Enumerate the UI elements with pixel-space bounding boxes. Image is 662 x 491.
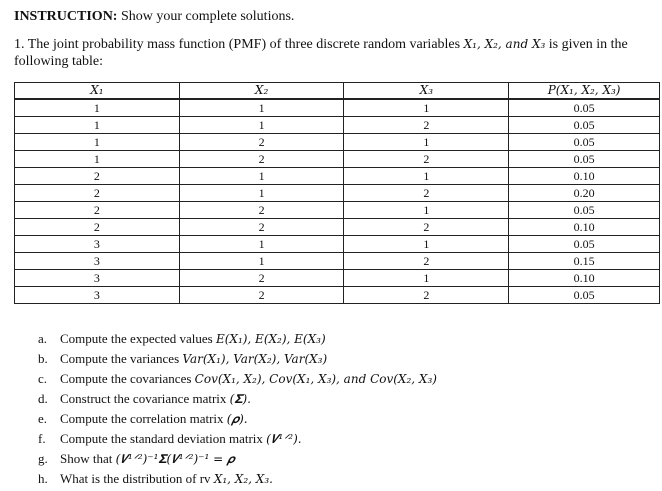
cell-x1: 3 [15, 287, 180, 304]
task-marker: f. [38, 431, 46, 446]
cell-x2: 2 [179, 134, 344, 151]
problem-statement [14, 36, 648, 70]
table-row [15, 168, 660, 185]
task-list [38, 329, 437, 489]
cell-probability: 0.05 [509, 202, 660, 219]
header-probability: P(X₁, X₂, X₃) [509, 83, 660, 100]
task-math: X₁, X₂, X₃. [213, 472, 273, 486]
cell-x1: 2 [15, 185, 180, 202]
list-item [38, 449, 437, 469]
table-row [15, 236, 660, 253]
cell-x2: 2 [179, 270, 344, 287]
task-math: (𝑽¹ᐟ²)⁻¹𝚺(𝑽¹ᐟ²)⁻¹ = 𝝆 [115, 452, 235, 466]
cell-x3: 1 [344, 99, 509, 117]
cell-x1: 1 [15, 117, 180, 134]
task-text: Compute the variances [60, 351, 183, 366]
task-marker: b. [38, 351, 48, 366]
cell-x3: 1 [344, 202, 509, 219]
cell-probability: 0.20 [509, 185, 660, 202]
cell-probability: 0.10 [509, 270, 660, 287]
table-body [15, 99, 660, 304]
table-row [15, 134, 660, 151]
table-row [15, 185, 660, 202]
table-row [15, 219, 660, 236]
cell-x3: 1 [344, 236, 509, 253]
cell-x2: 1 [179, 253, 344, 270]
problem-number: 1. [14, 37, 25, 52]
cell-probability: 0.05 [509, 134, 660, 151]
list-item [38, 369, 437, 389]
list-item [38, 389, 437, 409]
cell-probability: 0.05 [509, 236, 660, 253]
cell-probability: 0.10 [509, 219, 660, 236]
list-item [38, 329, 437, 349]
cell-x2: 2 [179, 151, 344, 168]
task-text: Compute the expected values [60, 331, 216, 346]
cell-x2: 1 [179, 99, 344, 117]
task-math: (𝚺). [229, 392, 251, 406]
cell-x3: 2 [344, 219, 509, 236]
cell-x3: 2 [344, 117, 509, 134]
cell-x1: 3 [15, 270, 180, 287]
cell-probability: 0.15 [509, 253, 660, 270]
cell-x2: 2 [179, 219, 344, 236]
cell-x3: 1 [344, 134, 509, 151]
problem-text-after: is given in the following table: [14, 37, 628, 69]
task-marker: e. [38, 411, 48, 426]
cell-x1: 2 [15, 219, 180, 236]
cell-x3: 2 [344, 253, 509, 270]
cell-x2: 2 [179, 202, 344, 219]
task-text: Compute the covariances [60, 371, 195, 386]
task-marker: a. [38, 331, 48, 346]
header-x3: X₃ [344, 83, 509, 100]
cell-probability: 0.05 [509, 99, 660, 117]
header-x1: X₁ [15, 83, 180, 100]
table-row [15, 270, 660, 287]
task-math: E(X₁), E(X₂), E(X₃) [215, 332, 326, 346]
cell-probability: 0.10 [509, 168, 660, 185]
pmf-table [14, 82, 660, 304]
cell-x3: 1 [344, 168, 509, 185]
list-item [38, 469, 437, 489]
task-marker: c. [38, 371, 48, 386]
cell-x1: 3 [15, 236, 180, 253]
cell-x2: 2 [179, 287, 344, 304]
task-marker: d. [38, 391, 48, 406]
task-text: Compute the correlation matrix [60, 411, 227, 426]
table-row [15, 287, 660, 304]
cell-x3: 2 [344, 287, 509, 304]
cell-x3: 1 [344, 270, 509, 287]
cell-x2: 1 [179, 185, 344, 202]
cell-probability: 0.05 [509, 287, 660, 304]
table-row [15, 151, 660, 168]
table-row [15, 253, 660, 270]
table-row [15, 202, 660, 219]
cell-x1: 2 [15, 202, 180, 219]
instruction-line [14, 8, 294, 25]
cell-x1: 1 [15, 134, 180, 151]
instruction-text: Show your complete solutions. [117, 9, 295, 24]
task-text: What is the distribution of rv [60, 471, 214, 486]
problem-text-before: The joint probability mass function (PMF) of three discrete random variables [24, 37, 464, 52]
cell-x2: 1 [179, 168, 344, 185]
task-text: Show that [60, 451, 116, 466]
table-row [15, 99, 660, 117]
cell-x3: 2 [344, 151, 509, 168]
task-marker: h. [38, 471, 48, 486]
list-item [38, 429, 437, 449]
task-math: (𝝆). [226, 412, 248, 426]
task-marker: g. [38, 451, 48, 466]
table-header-row [15, 83, 660, 100]
cell-x1: 3 [15, 253, 180, 270]
cell-probability: 0.05 [509, 151, 660, 168]
cell-x2: 1 [179, 236, 344, 253]
instruction-label: INSTRUCTION: [14, 9, 118, 24]
header-x2: X₂ [179, 83, 344, 100]
cell-x1: 1 [15, 151, 180, 168]
cell-x2: 1 [179, 117, 344, 134]
task-math: (𝑽¹ᐟ²). [266, 432, 302, 446]
task-math: Cov(X₁, X₂), Cov(X₁, X₃), and Cov(X₂, X₃) [194, 372, 437, 386]
task-text: Construct the covariance matrix [60, 391, 230, 406]
task-math: Var(X₁), Var(X₂), Var(X₃) [182, 352, 328, 366]
list-item [38, 409, 437, 429]
list-item [38, 349, 437, 369]
cell-probability: 0.05 [509, 117, 660, 134]
task-text: Compute the standard deviation matrix [60, 431, 267, 446]
problem-variables: X₁, X₂, and X₃ [463, 37, 546, 51]
cell-x1: 1 [15, 99, 180, 117]
table-row [15, 117, 660, 134]
cell-x1: 2 [15, 168, 180, 185]
cell-x3: 2 [344, 185, 509, 202]
